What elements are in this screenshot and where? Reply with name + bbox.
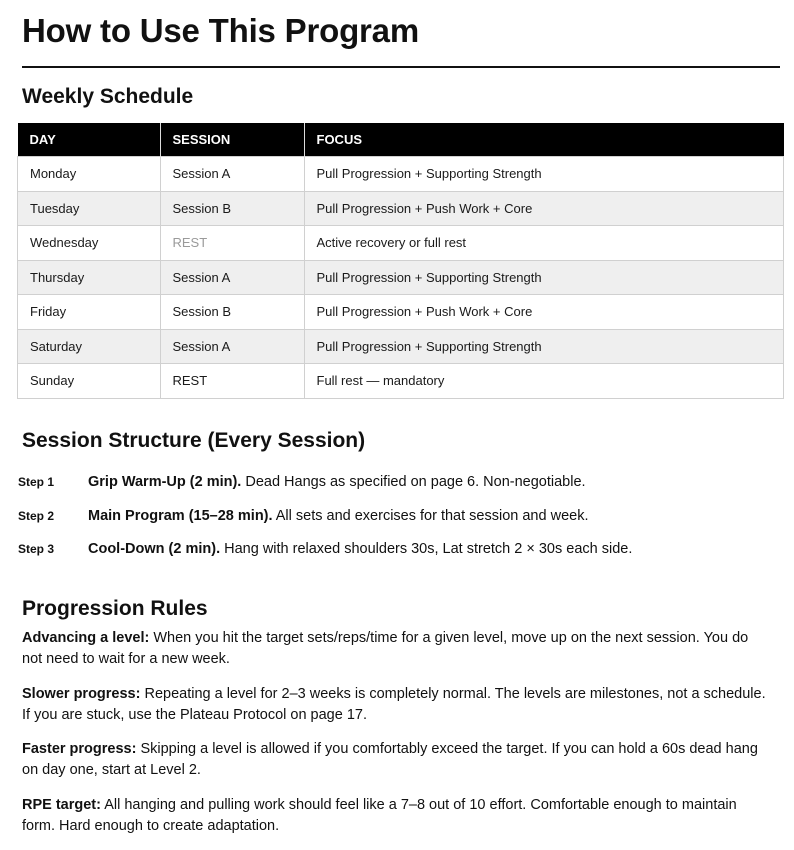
list-item xyxy=(22,684,772,726)
focus-cell: Pull Progression + Push Work + Core xyxy=(304,295,784,330)
progression-rules-list xyxy=(22,628,772,850)
list-item xyxy=(18,508,778,542)
table-row xyxy=(18,226,784,261)
step-description: Dead Hangs as specified on page 6. Non-negotiable. xyxy=(241,474,586,490)
step-text xyxy=(88,508,588,524)
step-number: Step 3 xyxy=(18,542,55,556)
list-item xyxy=(18,474,778,508)
day-cell: Tuesday xyxy=(18,191,161,226)
list-item xyxy=(22,739,772,781)
focus-cell: Pull Progression + Supporting Strength xyxy=(304,329,784,364)
table-row xyxy=(18,329,784,364)
step-description: Hang with relaxed shoulders 30s, Lat stretch 2 × 30s each side. xyxy=(220,541,633,557)
session-cell: REST xyxy=(160,226,304,261)
focus-cell: Pull Progression + Push Work + Core xyxy=(304,191,784,226)
focus-cell: Pull Progression + Supporting Strength xyxy=(304,157,784,192)
day-cell: Wednesday xyxy=(18,226,161,261)
day-cell: Monday xyxy=(18,157,161,192)
step-title: Main Program (15–28 min). xyxy=(88,507,273,524)
table-row xyxy=(18,295,784,330)
session-cell: Session B xyxy=(160,191,304,226)
progression-rules-heading: Progression Rules xyxy=(22,597,208,620)
session-cell: Session A xyxy=(160,260,304,295)
table-header-row xyxy=(18,123,784,157)
day-cell: Thursday xyxy=(18,260,161,295)
table-row xyxy=(18,157,784,192)
table-row xyxy=(18,364,784,399)
column-header-session: SESSION xyxy=(160,123,304,157)
step-number: Step 2 xyxy=(18,508,55,523)
weekly-schedule-table xyxy=(17,123,784,399)
list-item xyxy=(22,628,772,670)
session-structure-heading: Session Structure (Every Session) xyxy=(22,429,366,452)
rule-title: Faster progress: xyxy=(22,741,137,757)
column-header-focus: FOCUS xyxy=(304,123,784,157)
table-row xyxy=(18,260,784,295)
session-steps-list xyxy=(18,474,778,575)
rule-description: Repeating a level for 2–3 weeks is completely normal. The levels are milestones, not a schedule. If you are stuck, use the Plateau Protocol on page 17. xyxy=(22,685,766,723)
session-cell: Session B xyxy=(160,295,304,330)
day-cell: Saturday xyxy=(18,329,161,364)
session-cell: REST xyxy=(160,364,304,399)
day-cell: Friday xyxy=(18,295,161,330)
table-row xyxy=(18,191,784,226)
column-header-day: DAY xyxy=(18,123,161,157)
rule-title: RPE target: xyxy=(22,796,101,813)
title-divider xyxy=(22,66,780,68)
focus-cell: Full rest — mandatory xyxy=(304,364,784,399)
list-item xyxy=(22,795,772,837)
rule-description: Skipping a level is allowed if you comfortably exceed the target. If you can hold a 60s dead hang on day one, start at Level 2. xyxy=(22,741,758,778)
session-cell: Session A xyxy=(160,157,304,192)
step-title: Cool-Down (2 min). xyxy=(88,541,221,557)
day-cell: Sunday xyxy=(18,364,161,399)
step-description: All sets and exercises for that session and week. xyxy=(272,507,589,524)
rule-description: When you hit the target sets/reps/time for a given level, move up on the next session. You do not need to wait for a new week. xyxy=(22,630,749,667)
step-title: Grip Warm-Up (2 min). xyxy=(88,474,242,490)
focus-cell: Active recovery or full rest xyxy=(304,226,784,261)
step-number: Step 1 xyxy=(18,475,55,489)
page-title: How to Use This Program xyxy=(22,12,419,49)
step-text xyxy=(88,474,586,490)
rule-title: Slower progress: xyxy=(22,685,141,702)
weekly-schedule-heading: Weekly Schedule xyxy=(22,85,194,108)
step-text xyxy=(88,541,632,557)
focus-cell: Pull Progression + Supporting Strength xyxy=(304,260,784,295)
session-cell: Session A xyxy=(160,329,304,364)
rule-title: Advancing a level: xyxy=(22,630,150,646)
rule-description: All hanging and pulling work should feel like a 7–8 out of 10 effort. Comfortable enough to maintain form. Hard enough to create adaptation. xyxy=(22,796,737,834)
list-item xyxy=(18,541,778,575)
